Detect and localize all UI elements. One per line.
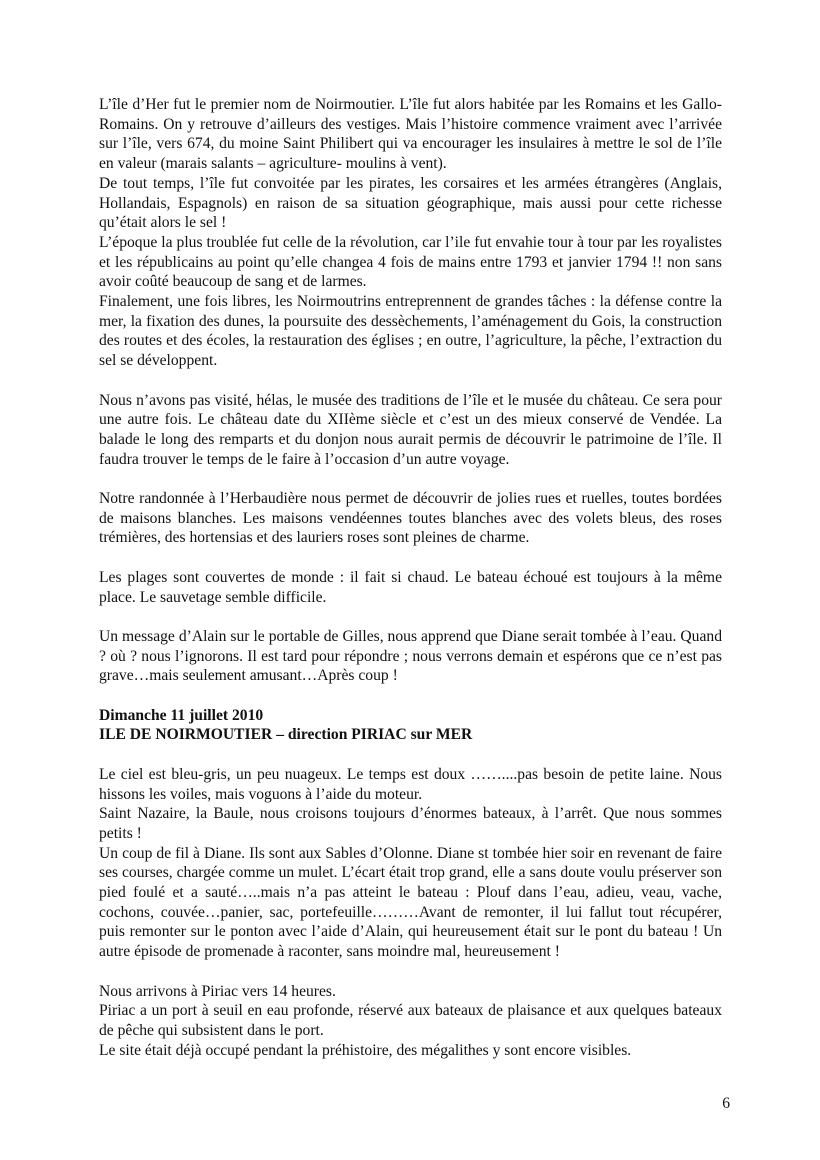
paragraph-spacer: [99, 962, 722, 982]
paragraph-coup-de-fil: Un coup de fil à Diane. Ils sont aux Sables d’Olonne. Diane st tombée hier soir en revenant de faire ses courses, chargée comme un mulet. L’écart était trop grand, elle a sans doute voulu préserver son pied foulé et a sauté…..mais n’a pas atteint le bateau : Plouf dans l’eau, adieu, veau, vache, cochons, couvée…panier, sac, portefeuille………Avant de remonter, il lui fallut tout récupérer, puis remonter sur le ponton avec l’aide d’Alain, qui heureusement était sur le pont du bateau ! Un autre épisode de promenade à raconter, sans moindre mal, heureusement !: [99, 844, 722, 961]
paragraph-plages: Les plages sont couvertes de monde : il fait si chaud. Le bateau échoué est toujours à la même place. Le sauvetage semble difficile.: [99, 568, 722, 606]
paragraph-ciel: Le ciel est bleu-gris, un peu nuageux. Le temps est doux ……....pas besoin de petite laine. Nous hissons les voiles, mais voguons à l’aide du moteur.: [99, 765, 722, 803]
paragraph-ile-dher: L’île d’Her fut le premier nom de Noirmoutier. L’île fut alors habitée par les Romains et les Gallo-Romains. On y retrouve d’ailleurs des vestiges. Mais l’histoire commence vraiment avec l’arrivée sur l’île, vers 674, du moine Saint Philibert qui va encourager les insulaires à mettre le sol de l’île en valeur (marais salants – agriculture- moulins à vent).: [99, 96, 722, 173]
document-body: [99, 95, 722, 1060]
paragraph-spacer: [99, 548, 722, 568]
paragraph-spacer: [99, 371, 722, 391]
paragraph-spacer: [99, 686, 722, 706]
paragraph-port-piriac: Piriac a un port à seuil en eau profonde, réservé aux bateaux de plaisance et aux quelques bateaux de pêche qui subsistent dans le port.: [99, 1002, 722, 1039]
paragraph-pirates: De tout temps, l’île fut convoitée par les pirates, les corsaires et les armées étrangères (Anglais, Hollandais, Espagnols) en raison de sa situation géographique, mais aussi pour cette richesse qu’était alors le sel !: [99, 174, 722, 232]
paragraph-spacer: [99, 469, 722, 489]
paragraph-musee: Nous n’avons pas visité, hélas, le musée des traditions de l’île et le musée du château. Ce sera pour une autre fois. Le château date du XIIème siècle et c’est un des mieux conservé de Vendée. La balade le long des remparts et du donjon nous aurait permis de découvrir le patrimoine de l’île. Il faudra trouver le temps de le faire à l’occasion d’un autre voyage.: [99, 391, 722, 468]
paragraph-herbaudiere: Notre randonnée à l’Herbaudière nous permet de découvrir de jolies rues et ruelles, toutes bordées de maisons blanches. Les maisons vendéennes toutes blanches avec des volets bleus, des roses trémières, des hortensias et des lauriers roses sont pleines de charme.: [99, 490, 722, 547]
paragraph-spacer: [99, 607, 722, 627]
paragraph-noirmoutrins: Finalement, une fois libres, les Noirmoutrins entreprennent de grandes tâches : la défense contre la mer, la fixation des dunes, la poursuite des dessèchements, l’aménagement du Gois, la construction des routes et des écoles, la restauration des églises ; en outre, l’agriculture, la pêche, l’extraction du sel se développent.: [99, 293, 722, 370]
section-heading-date: Dimanche 11 juillet 2010: [99, 706, 264, 724]
paragraph-spacer: [99, 745, 722, 765]
paragraph-arrivee-piriac: Nous arrivons à Piriac vers 14 heures.: [99, 982, 336, 1000]
paragraph-saint-nazaire: Saint Nazaire, la Baule, nous croisons toujours d’énormes bateaux, à l’arrêt. Que nous sommes petits !: [99, 805, 722, 842]
section-heading-route: ILE DE NOIRMOUTIER – direction PIRIAC sur MER: [99, 726, 473, 744]
paragraph-revolution: L’époque la plus troublée fut celle de la révolution, car l’ile fut envahie tour à tour par les royalistes et les républicains au point qu’elle changea 4 fois de mains entre 1793 et janvier 1794 !! non sans avoir coûté beaucoup de sang et de larmes.: [99, 233, 722, 291]
page-number: 6: [722, 1095, 730, 1112]
paragraph-message-alain: Un message d’Alain sur le portable de Gilles, nous apprend que Diane serait tombée à l’eau. Quand ? où ? nous l’ignorons. Il est tard pour répondre ; nous verrons demain et espérons que ce n’est pas grave…mais seulement amusant…Après coup !: [99, 627, 722, 685]
paragraph-prehistoire: Le site était déjà occupé pendant la préhistoire, des mégalithes y sont encore visibles.: [99, 1041, 632, 1059]
